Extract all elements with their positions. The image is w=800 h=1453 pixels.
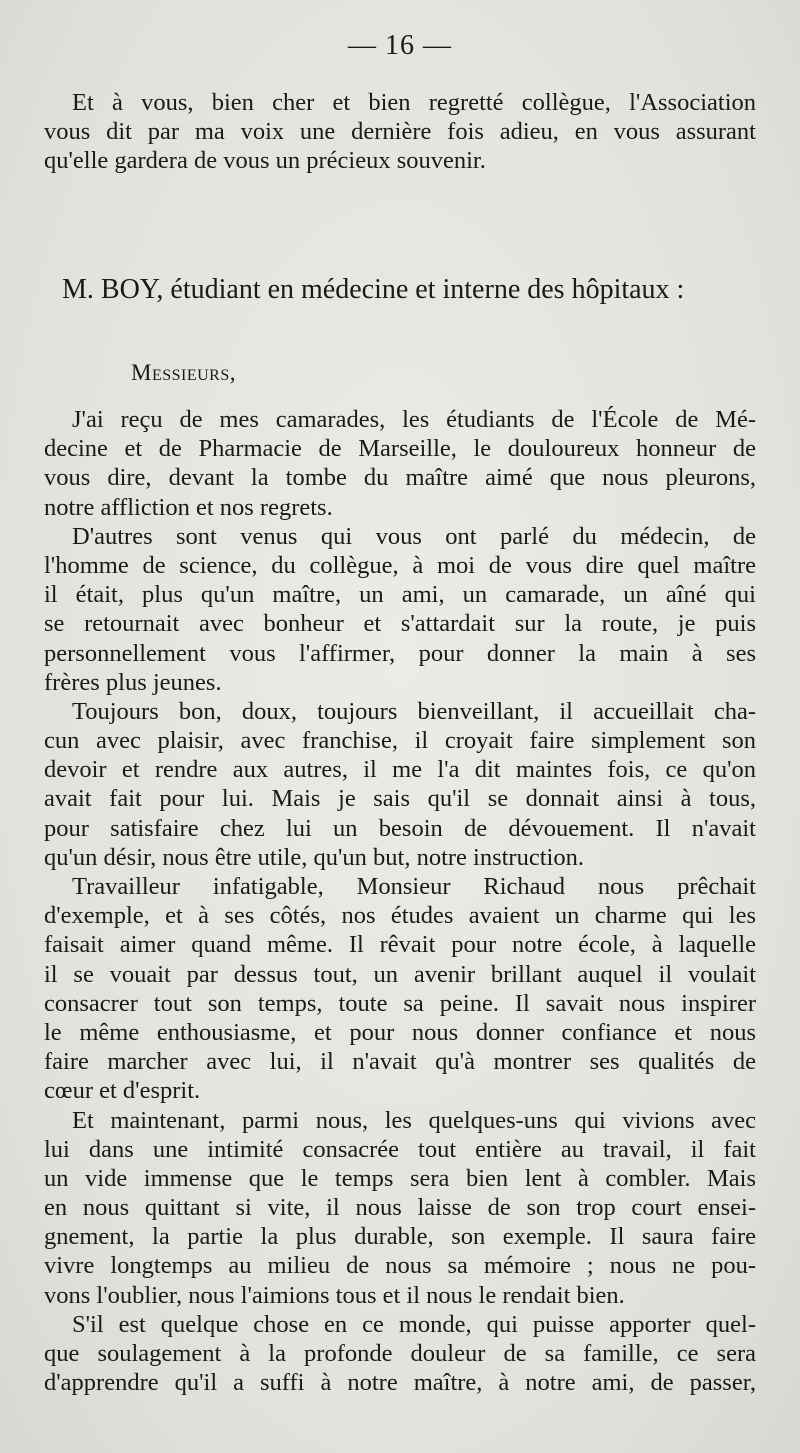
page-number: — 16 —: [348, 30, 452, 61]
speech-line: il se vouait par dessus tout, un avenir brillant auquel il voulait: [44, 960, 756, 988]
speech-line: d'exemple, et à ses côtés, nos études avaient un charme qui les: [44, 902, 756, 930]
speech-line: vivre longtemps au milieu de nous sa mémoire ; nous ne pou-: [44, 1252, 756, 1280]
speech-line: en nous quittant si vite, il nous laisse de son trop court ensei-: [44, 1194, 756, 1222]
salutation: Messieurs,: [131, 360, 236, 385]
speech-line: notre affliction et nos regrets.: [44, 493, 333, 521]
speech-line: personnellement vous l'affirmer, pour donner la main à ses: [44, 639, 756, 667]
speech-body: [44, 405, 756, 1397]
speech-line: consacrer tout son temps, toute sa peine. Il savait nous inspirer: [44, 989, 756, 1017]
speech-line: qu'un désir, nous être utile, qu'un but, notre instruction.: [44, 843, 584, 871]
speech-line: cun avec plaisir, avec franchise, il croyait faire simplement son: [44, 727, 756, 755]
speech-paragraph: [44, 405, 756, 522]
speech-paragraph: [44, 522, 756, 697]
opening-line: Et à vous, bien cher et bien regretté collègue, l'Association: [72, 89, 756, 116]
opening-paragraph: [44, 88, 756, 176]
speech-line: frères plus jeunes.: [44, 668, 222, 696]
speech-paragraph: [44, 1106, 756, 1310]
speech-line: D'autres sont venus qui vous ont parlé du médecin, de: [72, 522, 756, 550]
speech-line: se retournait avec bonheur et s'attardait sur la route, je puis: [44, 610, 756, 638]
speech-line: devoir et rendre aux autres, il me l'a dit maintes fois, ce qu'on: [44, 756, 756, 784]
speaker-heading: M. BOY, étudiant en médecine et interne des hôpitaux :: [62, 274, 685, 305]
speech-line: l'homme de science, du collègue, à moi de vous dire quel maître: [44, 551, 756, 579]
speech-line: Et maintenant, parmi nous, les quelques-uns qui vivions avec: [72, 1106, 756, 1134]
speech-line: S'il est quelque chose en ce monde, qui puisse apporter quel-: [72, 1310, 756, 1338]
speech-line: vons l'oublier, nous l'aimions tous et il nous le rendait bien.: [44, 1281, 625, 1309]
speech-line: pour satisfaire chez lui un besoin de dévouement. Il n'avait: [44, 814, 756, 842]
speech-line: que soulagement à la profonde douleur de sa famille, ce sera: [44, 1340, 756, 1367]
speech-line: J'ai reçu de mes camarades, les étudiants de l'École de Mé-: [72, 406, 756, 433]
speech-line: faisait aimer quand même. Il rêvait pour notre école, à laquelle: [44, 931, 756, 959]
speech-line: le même enthousiasme, et pour nous donner confiance et nous: [44, 1018, 756, 1046]
speech-paragraph: [44, 1310, 756, 1398]
speech-line: avait fait pour lui. Mais je sais qu'il se donnait ainsi à tous,: [44, 785, 756, 813]
speech-paragraph: [44, 872, 756, 1106]
speech-line: faire marcher avec lui, il n'avait qu'à montrer ses qualités de: [44, 1048, 756, 1076]
speech-line: Travailleur infatigable, Monsieur Richaud nous prêchait: [72, 873, 756, 900]
opening-line: vous dit par ma voix une dernière fois adieu, en vous assurant: [44, 118, 756, 146]
speech-line: lui dans une intimité consacrée tout entière au travail, il fait: [44, 1135, 756, 1163]
speech-line: un vide immense que le temps sera bien lent à combler. Mais: [44, 1164, 756, 1192]
speech-line: il était, plus qu'un maître, un ami, un camarade, un aîné qui: [44, 581, 756, 609]
speech-line: d'apprendre qu'il a suffi à notre maître, à notre ami, de passer,: [44, 1369, 756, 1397]
speech-line: decine et de Pharmacie de Marseille, le douloureux honneur de: [44, 435, 756, 463]
speech-paragraph: [44, 697, 756, 872]
opening-line: qu'elle gardera de vous un précieux souvenir.: [44, 147, 486, 175]
speech-line: Toujours bon, doux, toujours bienveillant, il accueillait cha-: [72, 697, 756, 725]
speech-line: gnement, la partie la plus durable, son exemple. Il saura faire: [44, 1223, 756, 1251]
speech-line: vous dire, devant la tombe du maître aimé que nous pleurons,: [44, 464, 756, 492]
speech-line: cœur et d'esprit.: [44, 1077, 201, 1105]
